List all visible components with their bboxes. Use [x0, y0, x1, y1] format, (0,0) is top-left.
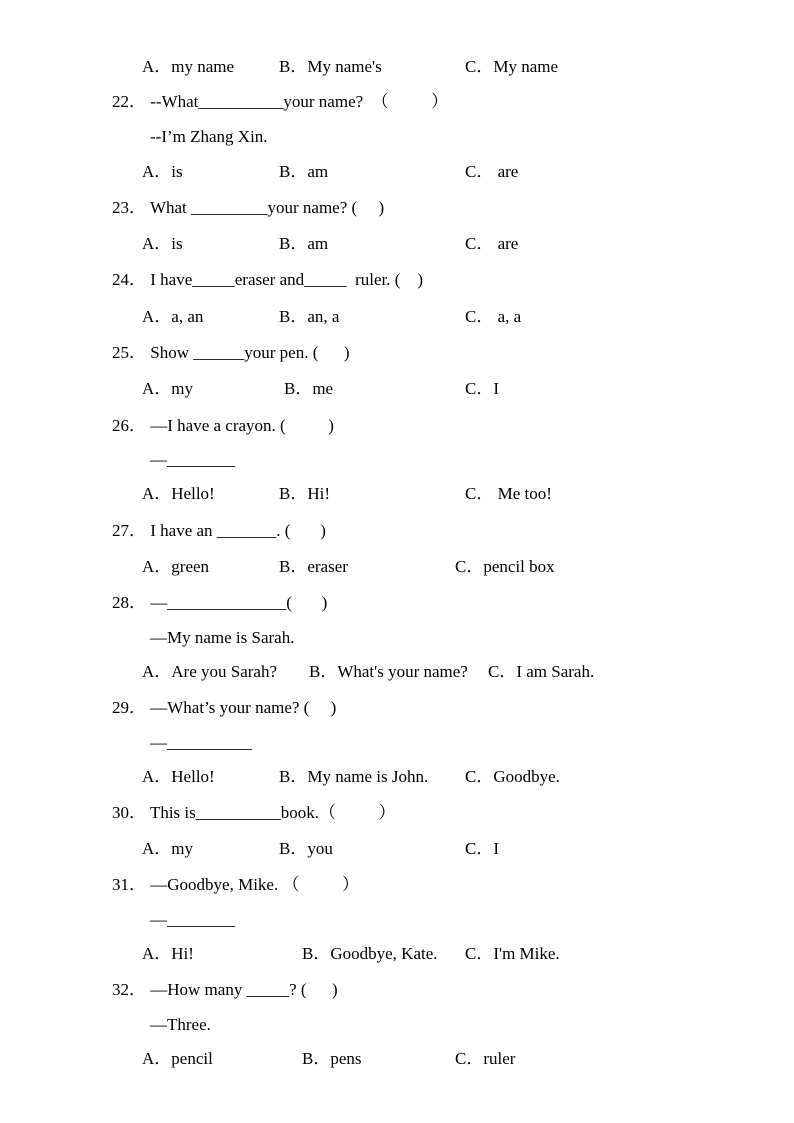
q22-stem: 22． --What__________your name? （ ）: [112, 92, 449, 111]
q26-reply: —________: [150, 450, 235, 469]
q30-option-b: B．you: [279, 839, 333, 858]
q24-option-c: C． a, a: [465, 307, 522, 326]
q28-reply: —My name is Sarah.: [150, 628, 295, 647]
q25-stem: 25． Show ______your pen. ( ): [112, 343, 350, 362]
q27-option-c: C．pencil box: [455, 557, 555, 576]
q31-option-b: B．Goodbye, Kate.: [302, 944, 438, 963]
q30-option-c: C．I: [465, 839, 499, 858]
q22-option-b: B．am: [279, 162, 329, 181]
q29-reply: —__________: [150, 733, 252, 752]
q29-option-a: A．Hello!: [142, 767, 215, 786]
q32-option-c: C．ruler: [455, 1049, 516, 1068]
q25-option-a: A．my: [142, 379, 193, 398]
q22-reply: --I’m Zhang Xin.: [150, 127, 268, 146]
q27-option-a: A．green: [142, 557, 210, 576]
q26-option-b: B．Hi!: [279, 484, 330, 503]
q32-option-b: B．pens: [302, 1049, 362, 1068]
q26-stem: 26． —I have a crayon. ( ): [112, 416, 334, 435]
q22-option-c: C． are: [465, 162, 519, 181]
q27-option-b: B．eraser: [279, 557, 348, 576]
q21-option-a: A．my name: [142, 57, 235, 76]
q32-stem: 32． —How many _____? ( ): [112, 980, 338, 999]
q32-option-a: A．pencil: [142, 1049, 213, 1068]
q25-option-b: B．me: [284, 379, 334, 398]
q30-option-a: A．my: [142, 839, 193, 858]
q26-option-a: A．Hello!: [142, 484, 215, 503]
q23-option-b: B．am: [279, 234, 329, 253]
q23-option-a: A．is: [142, 234, 183, 253]
q23-option-c: C． are: [465, 234, 519, 253]
q21-option-b: B．My name's: [279, 57, 382, 76]
q32-reply: —Three.: [150, 1015, 211, 1034]
q28-option-c: C．I am Sarah.: [488, 662, 595, 681]
q28-option-b: B．What's your name?: [309, 662, 468, 681]
q24-option-b: B．an, a: [279, 307, 340, 326]
q25-option-c: C．I: [465, 379, 499, 398]
q28-stem: 28． —______________( ): [112, 593, 328, 612]
q31-option-a: A．Hi!: [142, 944, 194, 963]
q24-stem: 24． I have_____eraser and_____ ruler. ( ): [112, 270, 424, 289]
q21-option-c: C．My name: [465, 57, 559, 76]
q23-stem: 23． What _________your name? ( ): [112, 198, 385, 217]
q29-option-b: B．My name is John.: [279, 767, 429, 786]
q31-reply: —________: [150, 910, 235, 929]
q31-stem: 31． —Goodbye, Mike. （ ）: [112, 875, 359, 894]
q30-stem: 30． This is__________book.（ ）: [112, 803, 396, 822]
q29-stem: 29． —What’s your name? ( ): [112, 698, 337, 717]
q31-option-c: C．I'm Mike.: [465, 944, 560, 963]
q24-option-a: A．a, an: [142, 307, 204, 326]
q27-stem: 27． I have an _______. ( ): [112, 521, 326, 540]
q28-option-a: A．Are you Sarah?: [142, 662, 278, 681]
q22-option-a: A．is: [142, 162, 183, 181]
q29-option-c: C．Goodbye.: [465, 767, 560, 786]
q26-option-c: C． Me too!: [465, 484, 552, 503]
